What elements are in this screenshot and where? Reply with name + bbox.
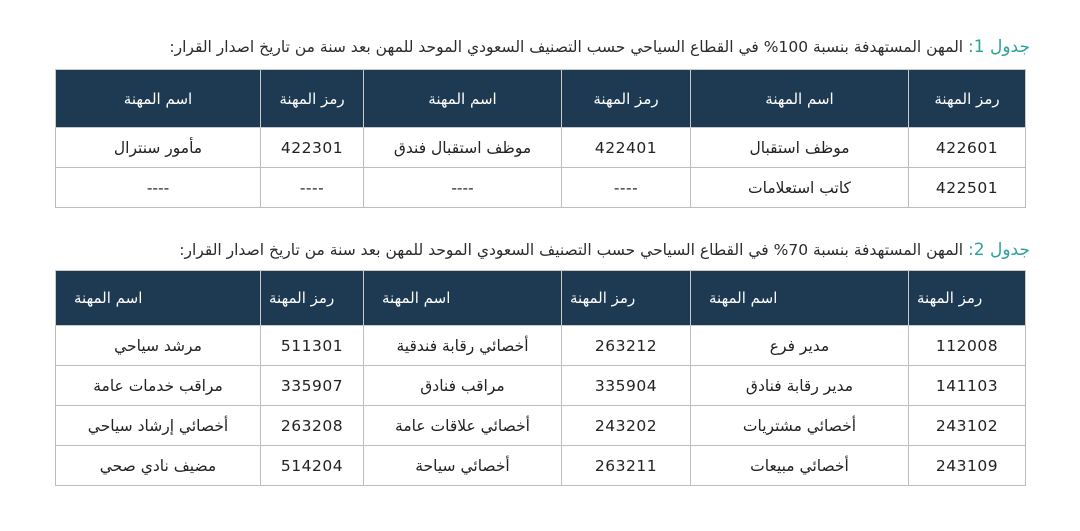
header-code: رمز المهنة [909, 70, 1026, 128]
cell-name: كاتب استعلامات [691, 168, 909, 208]
table-header-row [56, 271, 1026, 326]
table1-caption-label: جدول 1: [968, 37, 1030, 57]
header-name: اسم المهنة [364, 271, 562, 326]
header-name: اسم المهنة [691, 271, 909, 326]
cell-code: 141103 [909, 366, 1026, 406]
table-header-row [56, 70, 1026, 128]
cell-name: أخصائي مشتريات [691, 406, 909, 446]
cell-code: 514204 [261, 446, 364, 486]
cell-code: 422301 [261, 128, 364, 168]
cell-code: ---- [261, 168, 364, 208]
cell-code: 263208 [261, 406, 364, 446]
cell-code: 511301 [261, 326, 364, 366]
table-row [56, 446, 1026, 486]
header-code: رمز المهنة [261, 271, 364, 326]
cell-name: مراقب خدمات عامة [56, 366, 261, 406]
header-name: اسم المهنة [56, 70, 261, 128]
table-row [56, 128, 1026, 168]
cell-code: 243109 [909, 446, 1026, 486]
cell-code: 335904 [562, 366, 691, 406]
cell-code: 422601 [909, 128, 1026, 168]
cell-name: موظف استقبال [691, 128, 909, 168]
cell-name: مدير فرع [691, 326, 909, 366]
table-row [56, 326, 1026, 366]
cell-code: 335907 [261, 366, 364, 406]
cell-name: مرشد سياحي [56, 326, 261, 366]
table2-caption-label: جدول 2: [968, 240, 1030, 260]
header-code: رمز المهنة [909, 271, 1026, 326]
cell-name: مضيف نادي صحي [56, 446, 261, 486]
cell-code: 263212 [562, 326, 691, 366]
occupations-table-70 [55, 270, 1026, 486]
cell-name: أخصائي رقابة فندقية [364, 326, 562, 366]
cell-code: 422401 [562, 128, 691, 168]
cell-code: 243202 [562, 406, 691, 446]
table1-caption [169, 37, 1030, 57]
table2-caption-text: المهن المستهدفة بنسبة 70% في القطاع السياحي حسب التصنيف السعودي الموحد للمهن بعد سنة من تاريخ اصدار القرار: [179, 241, 964, 259]
cell-code: 243102 [909, 406, 1026, 446]
cell-name: أخصائي مبيعات [691, 446, 909, 486]
cell-name: ---- [364, 168, 562, 208]
table-row [56, 168, 1026, 208]
table2-caption [179, 240, 1030, 260]
header-name: اسم المهنة [691, 70, 909, 128]
cell-name: مراقب فنادق [364, 366, 562, 406]
cell-code: ---- [562, 168, 691, 208]
cell-name: ---- [56, 168, 261, 208]
cell-code: 112008 [909, 326, 1026, 366]
cell-name: مأمور سنترال [56, 128, 261, 168]
cell-name: موظف استقبال فندق [364, 128, 562, 168]
cell-code: 422501 [909, 168, 1026, 208]
occupations-table-100 [55, 69, 1026, 208]
cell-name: مدير رقابة فنادق [691, 366, 909, 406]
cell-name: أخصائي علاقات عامة [364, 406, 562, 446]
table-row [56, 406, 1026, 446]
cell-name: أخصائي إرشاد سياحي [56, 406, 261, 446]
table1-caption-text: المهن المستهدفة بنسبة 100% في القطاع السياحي حسب التصنيف السعودي الموحد للمهن بعد سنة من تاريخ اصدار القرار: [169, 38, 964, 56]
header-name: اسم المهنة [56, 271, 261, 326]
cell-code: 263211 [562, 446, 691, 486]
header-code: رمز المهنة [261, 70, 364, 128]
header-code: رمز المهنة [562, 271, 691, 326]
header-name: اسم المهنة [364, 70, 562, 128]
header-code: رمز المهنة [562, 70, 691, 128]
table-row [56, 366, 1026, 406]
cell-name: أخصائي سياحة [364, 446, 562, 486]
